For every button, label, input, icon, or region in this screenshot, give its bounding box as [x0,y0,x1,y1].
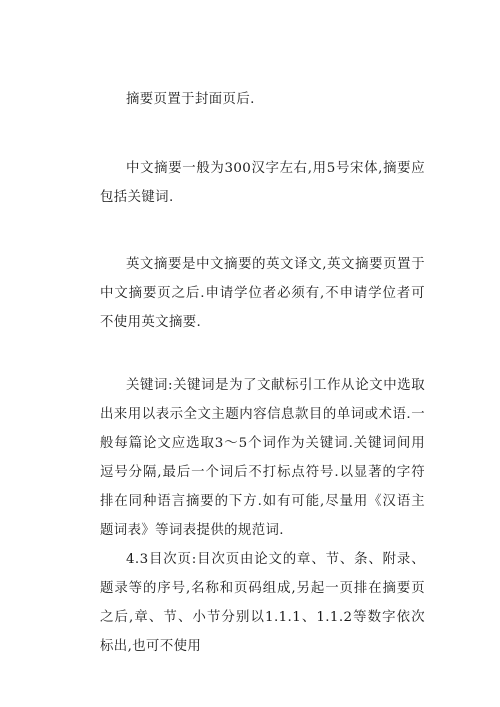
paragraph-english-abstract: 英文摘要是中文摘要的英文译文,英文摘要页置于中文摘要页之后.申请学位者必须有,不申请学位者可不使用英文摘要. [100,257,425,330]
paragraph-abstract-placement: 摘要页置于封面页后. [126,92,255,107]
paragraph-chinese-abstract: 中文摘要一般为300汉字左右,用5号宋体,摘要应包括关键词. [100,161,425,205]
paragraph-table-of-contents: 4.3目次页:目次页由论文的章、节、条、附录、题录等的序号,名称和页码组成,另起一页排在摘要页之后,章、节、小节分别以1.1.1、1.1.2等数字依次标出,也可不使用 [100,552,425,654]
paragraph-keywords: 关键词:关键词是为了文献标引工作从论文中选取出来用以表示全文主题内容信息款目的单词或术语.一般每篇论文应选取3～5个词作为关键词.关键词间用逗号分隔,最后一个词后不打标点符号.以显著的字符排在同种语言摘要的下方.如有可能,尽量用《汉语主题词表》等词表提供的规范词. [100,378,425,538]
